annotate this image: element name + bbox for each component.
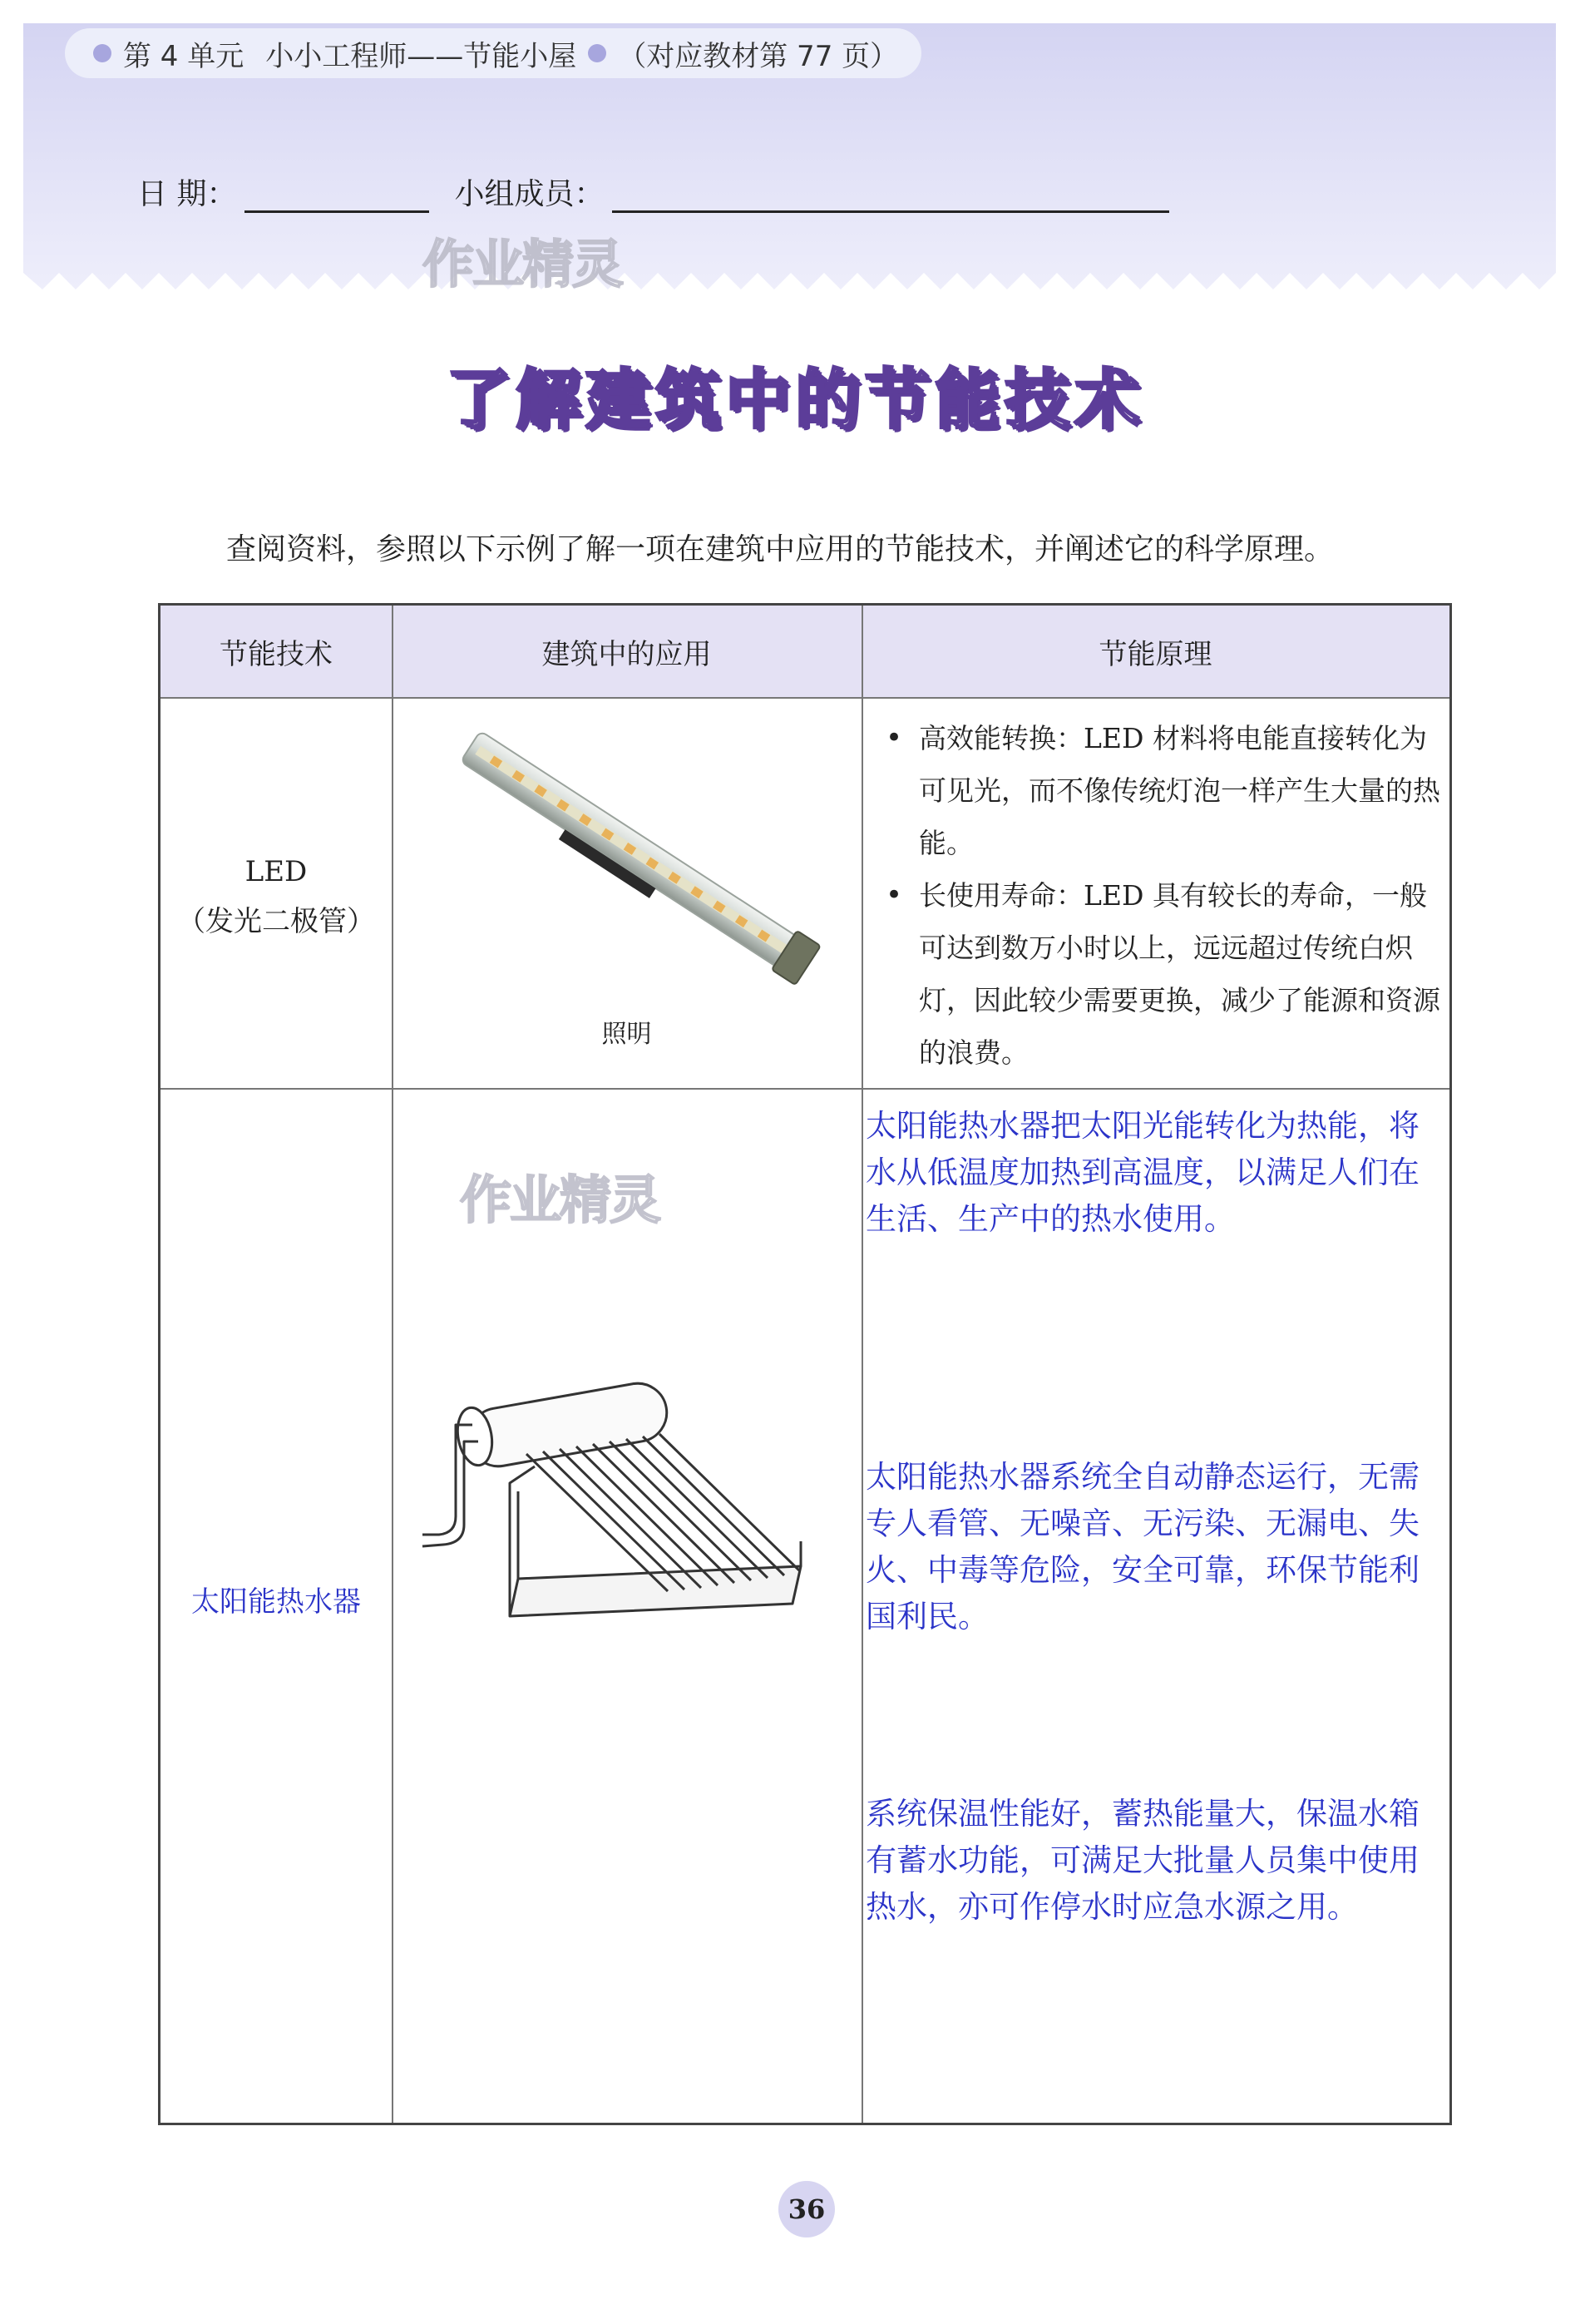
led-principle-list: [874, 712, 1448, 1079]
answer-text: 太阳能热水器系统全自动静态运行，无需专人看管、无噪音、无污染、无漏电、失火、中毒等危险，安全可靠，环保节能利国利民。: [866, 1459, 1420, 1634]
date-label: 日 期：: [137, 177, 237, 211]
led-name: LED: [244, 855, 308, 888]
watermark: 作业精灵: [460, 1169, 660, 1230]
watermark: 作业精灵: [422, 234, 623, 294]
row-divider: [160, 1088, 1449, 1090]
energy-tech-table: [158, 603, 1452, 2125]
solar-water-heater-icon: [410, 1317, 842, 1624]
solar-principle-3: [866, 1791, 1448, 1931]
solar-principle-2: [866, 1454, 1448, 1640]
textbook-reference: （对应教材第 77 页）: [618, 39, 899, 73]
unit-topic: 小小工程师——节能小屋: [265, 39, 577, 73]
page-number: 36: [778, 2181, 835, 2237]
header-principle: 节能原理: [1099, 637, 1212, 671]
answer-text: 太阳能热水器把太阳光能转化为热能，将水从低温度加热到高温度，以满足人们在生活、生产中的热水使用。: [866, 1108, 1420, 1237]
header-application: 建筑中的应用: [541, 637, 712, 671]
led-principle-cell: [874, 712, 1448, 1079]
header-technology: 节能技术: [220, 637, 333, 671]
unit-breadcrumb: [65, 28, 921, 78]
bullet-dot-icon: [93, 44, 111, 62]
header-band: [23, 23, 1556, 294]
led-technology-cell: [160, 847, 392, 947]
unit-number: 第 4 单元: [123, 39, 244, 73]
page-title: 了解建筑中的节能技术: [445, 363, 1144, 438]
list-item: • 长使用寿命：LED 具有较长的寿命，一般可达到数万小时以上，远远超过传统白炽灯，因此较少需要更换，减少了能源和资源的浪费。: [874, 869, 1448, 1079]
bullet-dot-icon: [588, 44, 606, 62]
answer-text: 系统保温性能好，蓄热能量大，保温水箱有蓄水功能，可满足大批量人员集中使用热水，亦可作停水时应急水源之用。: [866, 1796, 1420, 1925]
led-full-name: （发光二极管）: [177, 905, 375, 938]
led-application-caption: 照明: [601, 1020, 652, 1049]
date-field[interactable]: [244, 180, 429, 213]
list-item: • 高效能转换：LED 材料将电能直接转化为可见光，而不像传统灯泡一样产生大量的热能。: [874, 712, 1448, 869]
solar-principle-1: [866, 1103, 1448, 1243]
solar-technology-cell: 太阳能热水器: [191, 1585, 361, 1619]
members-field[interactable]: [612, 180, 1169, 213]
instructions: 查阅资料，参照以下示例了解一项在建筑中应用的节能技术，并阐述它的科学原理。: [226, 532, 1335, 566]
members-label: 小组成员：: [454, 177, 605, 211]
solar-application-cell: [410, 1317, 842, 1624]
student-info-fields: [137, 171, 1169, 213]
column-divider: [862, 606, 863, 2123]
